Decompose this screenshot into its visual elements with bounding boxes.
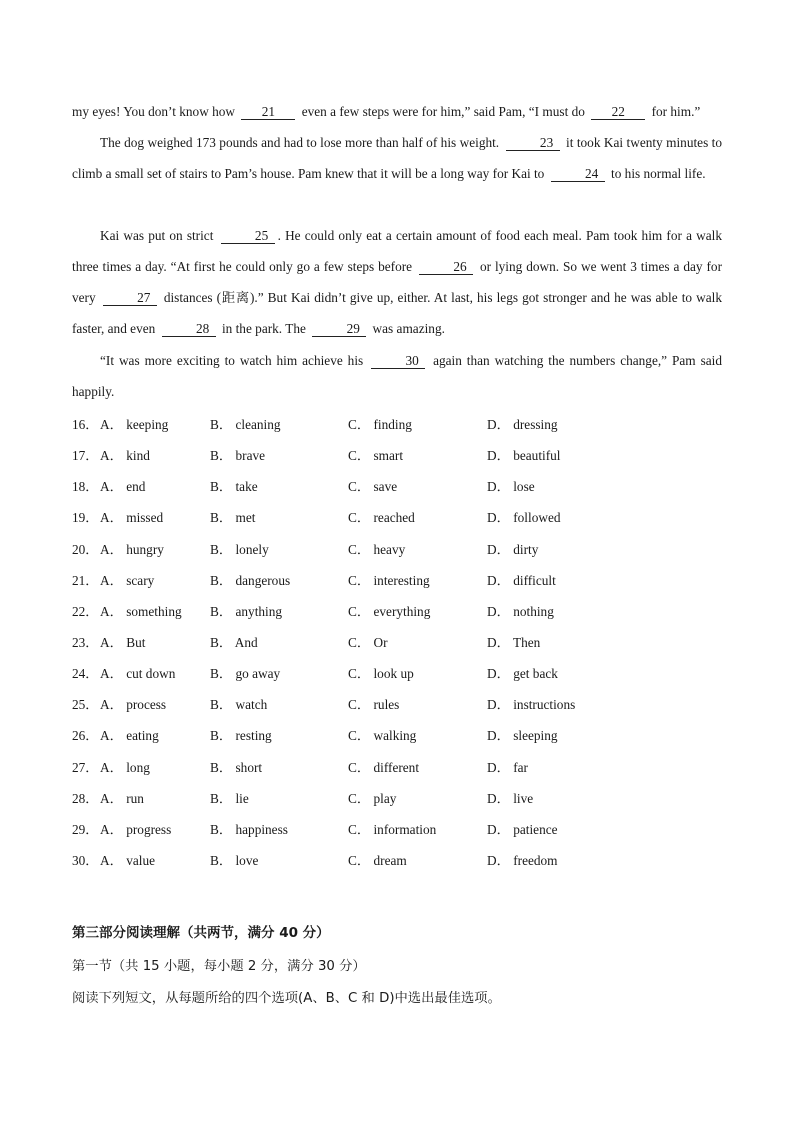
answer-blank-22: 22 xyxy=(591,104,645,120)
option-a: A． missed xyxy=(100,510,164,526)
question-number: 25． xyxy=(72,697,99,713)
question-number: 29． xyxy=(72,821,99,837)
question-row xyxy=(72,783,732,814)
option-c: C． finding xyxy=(348,417,412,432)
option-a: A． eating xyxy=(100,728,159,744)
option-a: A． keeping xyxy=(100,417,169,432)
option-b: B． take xyxy=(210,479,258,495)
option-b: B． lie xyxy=(210,790,249,806)
question-number: 19． xyxy=(72,510,99,526)
passage-text: my eyes! You don’t know how xyxy=(72,104,236,119)
answer-blank-27: 27 xyxy=(103,290,157,306)
question-row xyxy=(72,565,732,596)
question-row xyxy=(72,814,732,845)
option-c: C． save xyxy=(348,479,398,495)
question-row xyxy=(72,596,732,627)
option-a: A． long xyxy=(100,759,150,775)
option-a: A． cut down xyxy=(100,666,176,682)
question-row xyxy=(72,440,732,471)
passage-text: for him.” xyxy=(651,104,701,119)
question-number: 20． xyxy=(72,541,99,557)
question-number: 18． xyxy=(72,479,99,495)
option-b: B． love xyxy=(210,852,259,868)
passage-text: or lying down. So we went 3 times a day for very xyxy=(72,259,722,305)
option-d: D． difficult xyxy=(487,572,556,588)
option-c: C． walking xyxy=(348,728,417,744)
option-c: C． Or xyxy=(348,634,388,650)
answer-blank-21: 21 xyxy=(241,104,295,120)
option-b: B． resting xyxy=(210,728,272,744)
passage-text: The dog weighed 173 pounds and had to lose more than half of his weight. xyxy=(100,135,500,150)
option-d: D． Then xyxy=(487,634,541,650)
option-b: B． happiness xyxy=(210,821,288,837)
option-d: D． beautiful xyxy=(487,448,561,464)
option-a: A． But xyxy=(100,634,146,650)
options-list xyxy=(72,409,732,876)
question-number: 28． xyxy=(72,790,99,806)
passage-text: again than watching the numbers change,” Pam said happily. xyxy=(72,353,723,399)
option-b: B． go away xyxy=(210,666,281,682)
option-d: D． patience xyxy=(487,821,558,837)
option-a: A． end xyxy=(100,479,146,495)
question-row xyxy=(72,471,732,502)
question-number: 30． xyxy=(72,852,99,868)
answer-blank-26: 26 xyxy=(419,259,473,275)
option-c: C． heavy xyxy=(348,541,406,557)
option-c: C． interesting xyxy=(348,572,430,588)
question-row xyxy=(72,627,732,658)
option-b: B． brave xyxy=(210,448,266,464)
question-number: 22． xyxy=(72,603,99,619)
option-c: C． different xyxy=(348,759,420,775)
passage-text: . He could only eat a certain amount of food each meal. Pam took him for a walk three times a day. “At first he could only go a few steps before xyxy=(72,228,722,274)
question-number: 17． xyxy=(72,448,99,464)
option-d: D． freedom xyxy=(487,852,558,868)
option-b: B． short xyxy=(210,759,263,775)
option-c: C． everything xyxy=(348,603,431,619)
passage-text: Kai was put on strict xyxy=(100,228,214,243)
answer-blank-30: 30 xyxy=(371,353,425,369)
option-d: D． instructions xyxy=(487,697,576,713)
question-row xyxy=(72,720,732,751)
passage-text: distances (距离).” But Kai didn’t give up, either. At last, his legs got stronger and he was able to walk faster, and even xyxy=(72,290,723,336)
passage-text: to his normal life. xyxy=(611,166,706,181)
option-c: C． dream xyxy=(348,852,407,868)
section-title: 第三部分阅读理解（共两节，满分 40 分） xyxy=(72,925,330,941)
option-a: A． run xyxy=(100,790,144,806)
option-a: A． something xyxy=(100,603,182,619)
option-b: B． lonely xyxy=(210,541,269,557)
option-d: D． nothing xyxy=(487,603,554,619)
option-d: D． dressing xyxy=(487,417,558,432)
option-d: D． followed xyxy=(487,510,561,526)
answer-blank-24: 24 xyxy=(551,166,605,182)
option-a: A． value xyxy=(100,852,156,868)
option-c: C． play xyxy=(348,790,397,806)
option-d: D． lose xyxy=(487,479,535,495)
option-b: B． dangerous xyxy=(210,572,291,588)
option-a: A． progress xyxy=(100,821,172,837)
passage-paragraph-4 xyxy=(72,345,722,407)
question-row xyxy=(72,534,732,565)
answer-blank-25: 25 xyxy=(221,228,275,244)
question-number: 16． xyxy=(72,417,99,432)
option-a: A． process xyxy=(100,697,167,713)
passage-text: it took Kai twenty minutes to climb a small set of stairs to Pam’s house. Pam knew that it will be a long way for Kai to xyxy=(72,135,723,181)
option-c: C． reached xyxy=(348,510,415,526)
passage-paragraph-2 xyxy=(72,127,722,189)
option-d: D． live xyxy=(487,790,534,806)
section-subtitle: 第一节（共 15 小题，每小题 2 分，满分 30 分） xyxy=(72,959,366,974)
passage-paragraph-1 xyxy=(72,96,722,127)
question-number: 23． xyxy=(72,634,99,650)
option-d: D． get back xyxy=(487,666,558,682)
option-a: A． scary xyxy=(100,572,155,588)
option-c: C． look up xyxy=(348,666,414,682)
question-number: 27． xyxy=(72,759,99,775)
option-b: B． anything xyxy=(210,603,283,619)
option-d: D． dirty xyxy=(487,541,539,557)
passage-text: “It was more exciting to watch him achieve his xyxy=(100,353,364,368)
question-number: 24． xyxy=(72,666,99,682)
option-d: D． sleeping xyxy=(487,728,558,744)
option-c: C． smart xyxy=(348,448,404,464)
question-row xyxy=(72,689,732,720)
option-c: C． rules xyxy=(348,697,400,713)
option-a: A． kind xyxy=(100,448,150,464)
question-row xyxy=(72,658,732,689)
question-number: 21． xyxy=(72,572,99,588)
question-row xyxy=(72,409,732,440)
passage-text: even a few steps were for him,” said Pam, “I must do xyxy=(301,104,585,119)
answer-blank-28: 28 xyxy=(162,321,216,337)
section-instruction: 阅读下列短文，从每题所给的四个选项(A、B、C 和 D)中选出最佳选项。 xyxy=(72,991,501,1006)
option-d: D． far xyxy=(487,759,528,775)
passage-text: in the park. The xyxy=(221,321,306,336)
option-a: A． hungry xyxy=(100,541,164,557)
option-b: B． met xyxy=(210,510,256,526)
answer-blank-23: 23 xyxy=(506,135,560,151)
question-row xyxy=(72,845,732,876)
option-b: B． watch xyxy=(210,697,268,713)
option-b: B． cleaning xyxy=(210,417,281,432)
option-b: B． And xyxy=(210,634,258,650)
question-row xyxy=(72,502,732,533)
answer-blank-29: 29 xyxy=(312,321,366,337)
question-number: 26． xyxy=(72,728,99,744)
passage-paragraph-3 xyxy=(72,220,722,344)
option-c: C． information xyxy=(348,821,437,837)
question-row xyxy=(72,752,732,783)
passage-text: was amazing. xyxy=(372,321,445,336)
